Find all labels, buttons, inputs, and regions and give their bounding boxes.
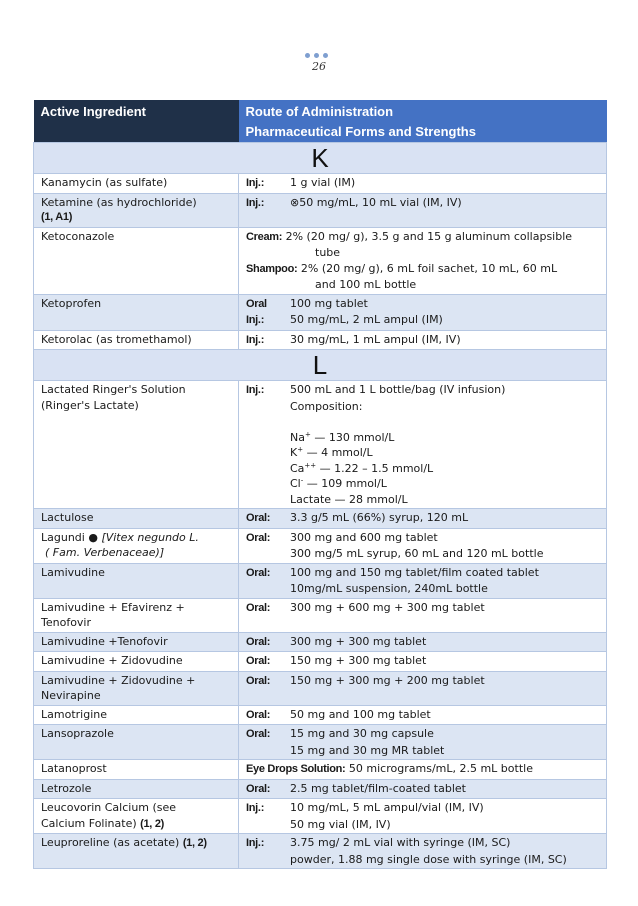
form-text: 300 mg + 600 mg + 300 mg tablet — [290, 600, 485, 614]
form-text: 50 mg and 100 mg tablet — [290, 707, 431, 721]
ingredient-name: Lactated Ringer's Solution — [41, 383, 186, 396]
ingredient-cell: Ketoconazole — [34, 227, 239, 294]
forms-cell — [239, 799, 607, 834]
form-text: ⊗50 mg/mL, 10 mL vial (IM, IV) — [290, 195, 462, 209]
forms-cell — [239, 598, 607, 632]
route-label: Oral: — [246, 708, 271, 721]
form-text: 300 mg + 300 mg tablet — [290, 634, 427, 648]
ingredient-name: Lagundi ● — [41, 530, 102, 544]
ingredient-cell: Lactulose — [34, 509, 239, 529]
ingredient-note: (1, A1) — [41, 211, 73, 223]
form-text: 10 mg/mL, 5 mL ampul/vial (IM, IV) — [290, 801, 484, 814]
route-label: Oral: — [246, 531, 271, 544]
table-row — [34, 227, 607, 294]
section-l — [34, 350, 607, 381]
route-label: Oral: — [246, 566, 271, 579]
ingredient-cell: Kanamycin (as sulfate) — [34, 174, 239, 194]
ingredient-cell: Latanoprost — [34, 760, 239, 780]
form-text: 300 mg/5 mL syrup, 60 mL and 120 mL bottle — [290, 547, 544, 560]
section-letter-l: L — [34, 350, 607, 381]
table-row — [34, 563, 607, 598]
route-label: Oral: — [246, 674, 271, 687]
composition-k: K+ — 4 mmol/L — [290, 445, 373, 459]
ingredient-cell — [34, 799, 239, 834]
form-text: 100 mg tablet — [290, 296, 368, 310]
forms-cell — [239, 193, 607, 227]
ingredient-note: (1, 2) — [182, 837, 207, 849]
ingredient-note: (1, 2) — [140, 817, 164, 830]
route-label: Oral: — [246, 728, 271, 740]
form-text: 1 g vial (IM) — [290, 176, 356, 189]
route-label: Oral: — [246, 635, 271, 648]
form-text: 50 mg/mL, 2 mL ampul (IM) — [290, 313, 443, 326]
ingredient-cell — [34, 834, 239, 869]
table-row — [34, 779, 607, 799]
drug-table — [33, 100, 607, 869]
ingredient-cell: Lamivudine + Efavirenz + Tenofovir — [34, 598, 239, 632]
ingredient-cell: Lansoprazole — [34, 725, 239, 760]
form-text: 50 micrograms/mL, 2.5 mL bottle — [348, 762, 533, 775]
table-row — [34, 381, 607, 509]
forms-cell — [239, 528, 607, 563]
route-label: Oral — [246, 297, 267, 310]
table-row — [34, 652, 607, 672]
ingredient-cell: Lamivudine +Tenofovir — [34, 632, 239, 652]
forms-cell — [239, 671, 607, 705]
composition-lactate: Lactate — 28 mmol/L — [290, 492, 408, 506]
table-row — [34, 330, 607, 350]
form-text: 500 mL and 1 L bottle/bag (IV infusion) — [290, 383, 506, 396]
page-number: 26 — [312, 60, 326, 73]
ingredient-cell: Lamivudine + Zidovudine — [34, 652, 239, 672]
route-label: Eye Drops Solution: — [246, 763, 346, 775]
form-text: powder, 1.88 mg single dose with syringe (IM, SC) — [290, 852, 567, 866]
table-row — [34, 760, 607, 780]
forms-cell — [239, 760, 607, 780]
route-label: Inj.: — [246, 333, 265, 346]
form-text: 300 mg and 600 mg tablet — [290, 530, 438, 544]
form-text: 50 mg vial (IM, IV) — [290, 817, 391, 831]
forms-cell — [239, 174, 607, 194]
table-header — [34, 100, 607, 143]
ingredient-cell: Letrozole — [34, 779, 239, 799]
header-active-ingredient: Active Ingredient — [34, 100, 239, 143]
ingredient-name-alt: (Ringer's Lactate) — [41, 398, 139, 412]
header-route-label: Route of Administration — [245, 104, 394, 119]
table-row — [34, 509, 607, 529]
forms-cell — [239, 652, 607, 672]
header-forms-label: Pharmaceutical Forms and Strengths — [245, 124, 476, 139]
table-row — [34, 174, 607, 194]
table-row — [34, 294, 607, 330]
composition-na: Na+ — 130 mmol/L — [290, 429, 395, 444]
table-row — [34, 834, 607, 869]
route-label: Inj.: — [246, 314, 265, 326]
ingredient-name-alt: Calcium Folinate) — [41, 816, 141, 830]
table-row — [34, 799, 607, 834]
form-text: 10mg/mL suspension, 240mL bottle — [290, 582, 488, 595]
form-text: 150 mg + 300 mg tablet — [290, 654, 427, 667]
forms-cell — [239, 834, 607, 869]
forms-cell — [239, 705, 607, 725]
forms-cell — [239, 725, 607, 760]
forms-cell — [239, 563, 607, 598]
ingredient-cell: Lamivudine — [34, 563, 239, 598]
route-label: Inj.: — [246, 177, 265, 189]
forms-cell — [239, 294, 607, 330]
forms-cell — [239, 330, 607, 350]
form-text: 15 mg and 30 mg MR tablet — [290, 743, 445, 757]
form-text: 2% (20 mg/ g), 6 mL foil sachet, 10 mL, 60 mL — [300, 261, 558, 275]
ingredient-cell: Lamivudine + Zidovudine + Nevirapine — [34, 671, 239, 705]
form-text: and 100 mL bottle — [315, 278, 417, 291]
form-text: 150 mg + 300 mg + 200 mg tablet — [290, 673, 485, 687]
form-text: tube — [315, 246, 341, 259]
forms-cell — [239, 227, 607, 294]
form-text: 30 mg/mL, 1 mL ampul (IM, IV) — [290, 332, 461, 346]
route-label: Oral: — [246, 601, 271, 614]
ingredient-family: ( Fam. Verbenaceae)] — [45, 546, 165, 559]
section-k — [34, 143, 607, 174]
ingredient-scientific-name: [Vitex negundo L. — [101, 530, 199, 544]
route-label: Inj.: — [246, 384, 265, 396]
composition-ca: Ca++ — 1.22 – 1.5 mmol/L — [290, 460, 434, 475]
form-text: 3.75 mg/ 2 mL vial with syringe (IM, SC) — [290, 836, 511, 849]
forms-cell — [239, 632, 607, 652]
ingredient-name: Leucovorin Calcium (see — [41, 801, 177, 814]
form-text: 3.3 g/5 mL (66%) syrup, 120 mL — [290, 511, 469, 524]
route-label: Oral: — [246, 512, 271, 524]
table-row — [34, 705, 607, 725]
form-text: 15 mg and 30 mg capsule — [290, 727, 434, 740]
form-text: 2% (20 mg/ g), 3.5 g and 15 g aluminum collapsible — [285, 229, 573, 243]
route-label: Cream: — [246, 230, 283, 243]
form-text: 100 mg and 150 mg tablet/film coated tablet — [290, 565, 539, 579]
route-label: Oral: — [246, 782, 271, 795]
route-label: Inj.: — [246, 802, 265, 814]
form-text: Composition: — [290, 399, 363, 413]
composition-cl: Cl- — 109 mmol/L — [290, 476, 387, 490]
ingredient-name: Ketamine (as hydrochloride) — [41, 195, 197, 209]
route-label: Oral: — [246, 655, 271, 667]
forms-cell — [239, 381, 607, 509]
route-label: Inj.: — [246, 837, 265, 849]
ingredient-cell: Ketorolac (as tromethamol) — [34, 330, 239, 350]
form-text: 2.5 mg tablet/film-coated tablet — [290, 781, 466, 795]
ingredient-name: Leuproreline (as acetate) — [41, 836, 183, 849]
ingredient-cell: Lamotrigine — [34, 705, 239, 725]
table-row — [34, 632, 607, 652]
route-label: Shampoo: — [246, 262, 298, 275]
section-letter-k: K — [34, 143, 607, 174]
ingredient-cell — [34, 381, 239, 509]
table-row — [34, 193, 607, 227]
ingredient-cell — [34, 528, 239, 563]
route-label: Inj.: — [246, 196, 265, 209]
forms-cell — [239, 509, 607, 529]
forms-cell — [239, 779, 607, 799]
page-ornament-dots — [305, 53, 335, 59]
header-route-forms — [239, 100, 607, 143]
table-row — [34, 725, 607, 760]
table-row — [34, 671, 607, 705]
table-row — [34, 598, 607, 632]
ingredient-cell — [34, 193, 239, 227]
table-row — [34, 528, 607, 563]
ingredient-cell: Ketoprofen — [34, 294, 239, 330]
